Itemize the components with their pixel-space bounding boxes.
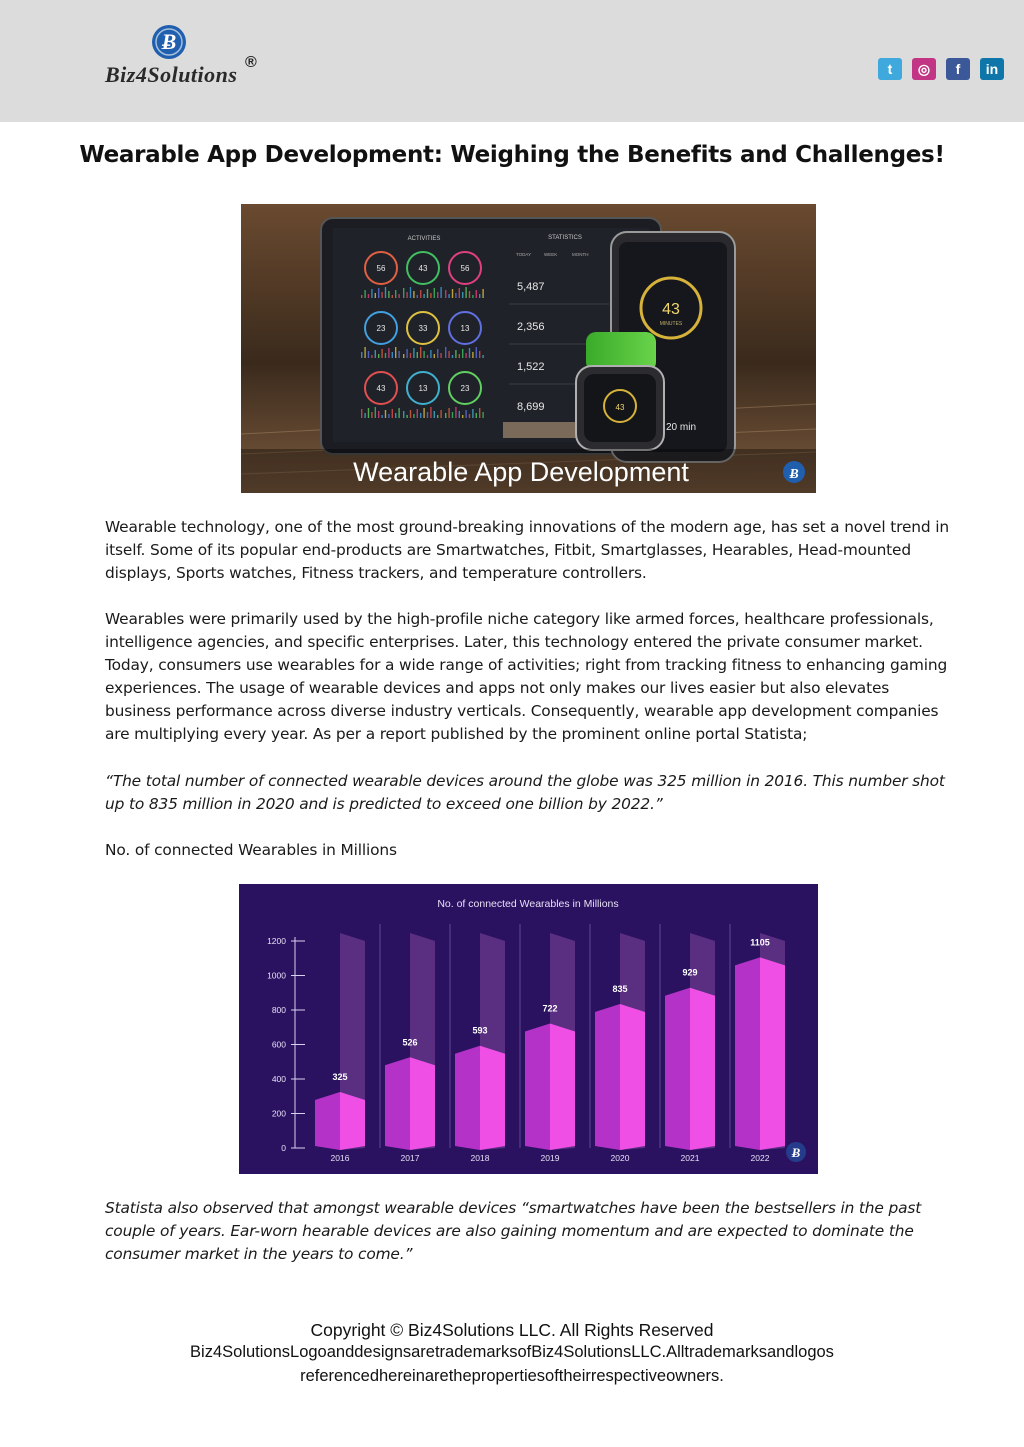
activity-spark-bar [427, 289, 428, 298]
x-tick-label: 2016 [330, 1153, 350, 1163]
activity-ring-value: 13 [418, 384, 428, 393]
y-tick-label: 200 [271, 1108, 286, 1119]
duration-text: 20 min [665, 422, 697, 433]
chart-title: No. of connected Wearables in Millions [437, 898, 619, 910]
activity-ring-value: 23 [376, 324, 386, 333]
bar-side-2022 [735, 957, 760, 1150]
activity-spark-bar [437, 349, 438, 358]
activity-ring-value: 56 [376, 264, 386, 273]
logo-text: Biz4Solutions [105, 62, 238, 87]
activity-spark-bar [388, 348, 389, 358]
activity-spark-bar [398, 408, 399, 418]
phone-unit: MINUTES [659, 321, 683, 327]
bar-2019 [550, 1023, 575, 1150]
activity-spark-bar [462, 349, 463, 358]
y-tick-label: 0 [281, 1143, 286, 1153]
activity-spark-bar [476, 413, 477, 418]
activity-spark-bar [482, 355, 483, 358]
activity-spark-bar [472, 352, 473, 358]
activity-spark-bar [448, 351, 449, 358]
activity-spark-bar [455, 407, 456, 418]
y-tick-label: 1200 [267, 936, 286, 946]
activity-spark-bar [440, 287, 441, 298]
activity-spark-bar [375, 350, 376, 358]
wearables-chart [239, 884, 818, 1174]
activity-spark-bar [364, 347, 365, 358]
activity-spark-bar [469, 291, 470, 298]
x-tick-label: 2020 [610, 1153, 630, 1163]
x-tick-label: 2022 [750, 1153, 770, 1163]
intro-paragraph: Wearable technology, one of the most ground-breaking innovations of the modern age, has set a novel trend in itself. Some of its popular end-products are Smartwatches, Fitbit, Smartglasses, Hearables, Head-mounted displays, Sports watches, Fitness trackers, and temperature controllers. [105, 518, 949, 582]
activity-spark-bar [452, 412, 453, 418]
y-tick-label: 800 [271, 1005, 286, 1015]
activity-spark-bar [430, 293, 431, 298]
activity-spark-bar [479, 294, 480, 298]
activity-spark-bar [459, 354, 460, 358]
smartwatch-quote: Statista also observed that amongst wearable devices “smartwatches have been the bestsellers in the past couple of years. Ear-worn hearable devices are also gaining momentum and are expected to dominate the consumer market in the years to come.” [105, 1199, 922, 1263]
bar-side-2019 [525, 1023, 550, 1150]
activity-spark-bar [388, 414, 389, 418]
activity-spark-bar [445, 290, 446, 298]
activity-spark-bar [452, 355, 453, 358]
activity-spark-bar [403, 288, 404, 298]
activity-spark-bar [440, 353, 441, 358]
activity-spark-bar [364, 413, 365, 418]
activity-spark-bar [395, 290, 396, 298]
activity-ring-value: 43 [376, 384, 386, 393]
activity-spark-bar [406, 415, 407, 418]
activity-spark-bar [395, 347, 396, 358]
stat-header: TODAY [516, 252, 532, 257]
activity-spark-bar [423, 351, 424, 358]
activity-spark-bar [440, 410, 441, 418]
activity-spark-bar [448, 408, 449, 418]
stat-value: 8,699 [517, 401, 545, 413]
activity-spark-bar [392, 409, 393, 418]
activity-spark-bar [423, 294, 424, 298]
activity-spark-bar [361, 352, 362, 358]
activity-spark-bar [410, 353, 411, 358]
statista-quote: “The total number of connected wearable devices around the globe was 325 million in 2016. This number shot up to 835 million in 2020 and is predicted to exceed one billion by 2022.” [105, 772, 945, 813]
instagram-icon[interactable]: ◎ [912, 58, 936, 80]
activity-spark-bar [410, 287, 411, 298]
activity-spark-bar [368, 294, 369, 298]
x-tick-label: 2017 [400, 1153, 420, 1163]
activity-spark-bar [479, 408, 480, 418]
watch-value: 43 [615, 403, 625, 412]
activity-spark-bar [420, 347, 421, 358]
activity-spark-bar [445, 347, 446, 358]
activity-spark-bar [465, 287, 466, 298]
hero-illustration [241, 204, 816, 493]
activity-spark-bar [482, 289, 483, 298]
twitter-icon[interactable]: t [878, 58, 902, 80]
activity-spark-bar [437, 292, 438, 298]
activity-spark-bar [413, 414, 414, 418]
registered-mark: ® [245, 54, 257, 71]
y-tick-label: 600 [271, 1039, 286, 1050]
company-logo[interactable] [105, 24, 265, 94]
activity-spark-bar [455, 293, 456, 298]
activity-spark-bar [403, 354, 404, 358]
activity-spark-bar [430, 407, 431, 418]
activity-spark-bar [437, 415, 438, 418]
bar-2022 [760, 957, 785, 1150]
activity-spark-bar [459, 288, 460, 298]
hero-image [241, 204, 816, 493]
hero-caption: Wearable App Development [353, 457, 689, 487]
activity-spark-bar [406, 349, 407, 358]
bar-value-label: 526 [402, 1037, 418, 1048]
activity-spark-bar [371, 412, 372, 418]
x-tick-label: 2019 [540, 1153, 560, 1163]
y-tick-label: 1000 [267, 970, 286, 981]
activity-spark-bar [476, 347, 477, 358]
activity-spark-bar [482, 412, 483, 418]
bar-side-2017 [385, 1057, 410, 1150]
footer-trademark-line1: Biz4SolutionsLogoanddesignsaretrademarksofBiz4SolutionsLLC.Alltrademarksandlogos [190, 1343, 834, 1361]
activity-spark-bar [434, 411, 435, 418]
stat-value: 2,356 [517, 321, 545, 333]
activity-spark-bar [469, 348, 470, 358]
bar-2018 [480, 1046, 505, 1150]
activity-spark-bar [398, 294, 399, 298]
activity-spark-bar [434, 354, 435, 358]
activity-spark-bar [406, 292, 407, 298]
x-tick-label: 2018 [470, 1153, 490, 1163]
activity-spark-bar [395, 413, 396, 418]
activity-spark-bar [375, 407, 376, 418]
bar-2016 [340, 1092, 365, 1150]
bar-value-label: 722 [542, 1003, 558, 1014]
linkedin-icon[interactable]: in [980, 58, 1004, 80]
activity-spark-bar [434, 288, 435, 298]
activity-spark-bar [392, 352, 393, 358]
chart-logo-glyph: Ƀ [791, 1145, 801, 1160]
activity-spark-bar [413, 348, 414, 358]
activity-spark-bar [455, 350, 456, 358]
activity-spark-bar [476, 290, 477, 298]
activity-ring-value: 43 [418, 264, 428, 273]
bar-side-2020 [595, 1004, 620, 1150]
activity-ring-value: 56 [460, 264, 470, 273]
activity-spark-bar [403, 411, 404, 418]
activity-spark-bar [430, 350, 431, 358]
activity-spark-bar [448, 294, 449, 298]
stat-header: MONTH [572, 252, 589, 257]
facebook-icon[interactable]: f [946, 58, 970, 80]
hero-logo-glyph: Ƀ [789, 467, 799, 482]
bar-value-label: 325 [332, 1071, 348, 1082]
activity-spark-bar [427, 355, 428, 358]
activity-ring-value: 33 [418, 324, 428, 333]
bar-value-label: 1105 [750, 937, 770, 948]
footer-copyright: Copyright © Biz4Solutions LLC. All Rights Reserved [310, 1320, 714, 1340]
y-tick-label: 400 [271, 1074, 286, 1084]
bar-value-label: 593 [472, 1025, 488, 1036]
activity-spark-bar [398, 351, 399, 358]
bar-2021 [690, 988, 715, 1150]
statistics-label: STATISTICS [548, 235, 582, 241]
wearables-chart-svg [239, 884, 818, 1174]
bar-side-2018 [455, 1046, 480, 1150]
activity-spark-bar [469, 414, 470, 418]
bar-value-label: 929 [682, 967, 698, 978]
bar-2017 [410, 1057, 435, 1150]
stat-header: WEEK [544, 252, 558, 257]
bar-2020 [620, 1004, 645, 1150]
logo-mark-glyph: Ƀ [161, 29, 177, 54]
activity-spark-bar [462, 292, 463, 298]
activity-spark-bar [462, 415, 463, 418]
activity-spark-bar [371, 355, 372, 358]
page-header [0, 0, 1024, 122]
x-tick-label: 2021 [680, 1153, 700, 1163]
history-paragraph: Wearables were primarily used by the high-profile niche category like armed forces, healthcare professionals, intelligence agencies, and specific enterprises. Later, this technology entered the private consumer market. Today, consumers use wearables for a wide range of activities; right from tracking fitness to enhancing gaming experiences. The usage of wearable devices and apps not only makes our lives easier but also elevates business performance across diverse industry verticals. Consequently, wearable app development companies are multiplying every year. As per a report published by the prominent online portal Statista; [105, 610, 948, 743]
activity-spark-bar [361, 409, 362, 418]
stat-value: 1,522 [517, 361, 545, 373]
activity-spark-bar [385, 410, 386, 418]
footer-trademark-line2: referencedhereinarethepropertiesoftheirrespectiveowners. [300, 1367, 724, 1385]
activity-spark-bar [417, 352, 418, 358]
chart-caption: No. of connected Wearables in Millions [105, 841, 397, 859]
activity-spark-bar [417, 409, 418, 418]
activity-spark-bar [472, 295, 473, 298]
logo-mark-icon [151, 24, 187, 60]
activity-spark-bar [423, 408, 424, 418]
activity-spark-bar [420, 413, 421, 418]
activity-spark-bar [392, 295, 393, 298]
activity-spark-bar [472, 409, 473, 418]
activity-spark-bar [381, 292, 382, 298]
activity-spark-bar [465, 410, 466, 418]
activity-spark-bar [417, 295, 418, 298]
activity-spark-bar [479, 351, 480, 358]
activity-spark-bar [378, 288, 379, 298]
activity-spark-bar [459, 411, 460, 418]
phone-value: 43 [662, 301, 680, 318]
activity-spark-bar [364, 290, 365, 298]
activity-spark-bar [375, 293, 376, 298]
activity-spark-bar [368, 351, 369, 358]
bar-value-label: 835 [612, 983, 628, 994]
activity-spark-bar [445, 413, 446, 418]
activity-spark-bar [371, 289, 372, 298]
activity-spark-bar [385, 353, 386, 358]
activity-spark-bar [381, 349, 382, 358]
activity-spark-bar [427, 412, 428, 418]
activity-spark-bar [465, 353, 466, 358]
activity-spark-bar [413, 291, 414, 298]
activity-spark-bar [452, 289, 453, 298]
activities-label: ACTIVITIES [407, 236, 441, 242]
activity-ring-value: 13 [460, 324, 470, 333]
activity-spark-bar [410, 410, 411, 418]
activity-spark-bar [381, 415, 382, 418]
activity-spark-bar [368, 408, 369, 418]
activity-spark-bar [420, 290, 421, 298]
bar-side-2021 [665, 988, 690, 1150]
activity-ring-value: 23 [460, 384, 470, 393]
stat-value: 5,487 [517, 281, 545, 293]
activity-spark-bar [361, 295, 362, 298]
activity-spark-bar [388, 291, 389, 298]
bar-side-2016 [315, 1092, 340, 1150]
page-title: Wearable App Development: Weighing the Benefits and Challenges! [79, 142, 945, 168]
activity-spark-bar [378, 411, 379, 418]
activity-spark-bar [385, 287, 386, 298]
activity-spark-bar [378, 354, 379, 358]
